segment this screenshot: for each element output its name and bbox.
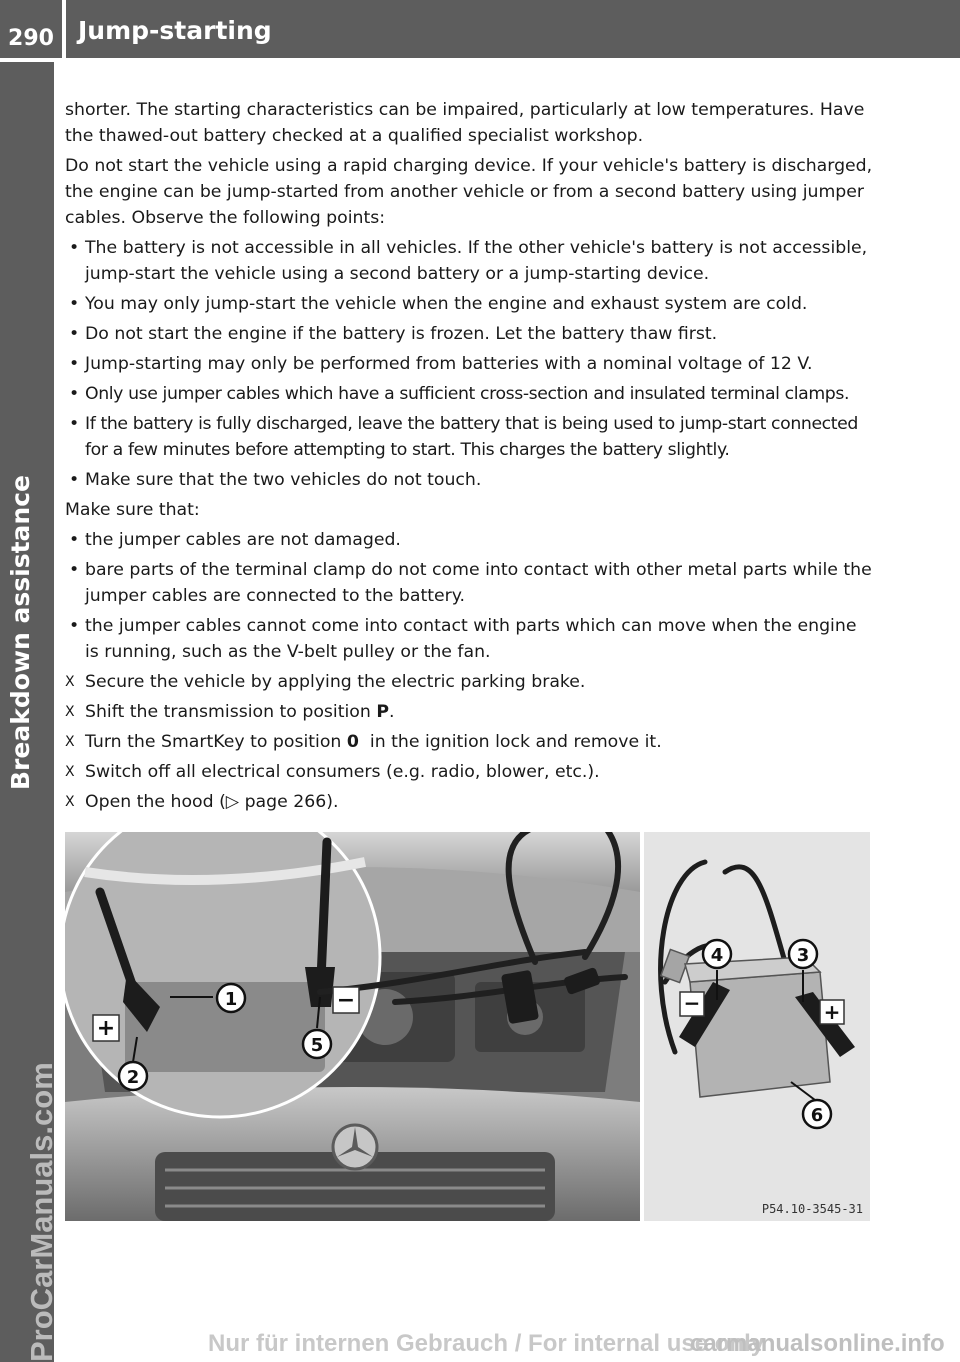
svg-text:5: 5 xyxy=(310,1035,324,1056)
callout-2 xyxy=(119,1062,147,1090)
svg-text:−: − xyxy=(683,991,701,1015)
svg-text:2: 2 xyxy=(126,1067,140,1088)
site-watermark: carmanualsonline.info xyxy=(690,1330,945,1357)
paragraph: Do not start the vehicle using a rapid charging device. If your vehicle's battery is discharged, the engine can be jump-started from another vehicle or from a second battery using jumper cables. Observe the following points: xyxy=(65,156,873,228)
internal-use-notice: Nur für internen Gebrauch / For internal use only xyxy=(208,1330,765,1357)
side-watermark: ProCarManuals.com xyxy=(24,1062,59,1362)
list-item-text: Jump-starting may only be performed from batteries with a nominal voltage of 12 V. xyxy=(85,354,813,374)
make-sure-heading: Make sure that: xyxy=(65,500,200,520)
list-item xyxy=(65,321,873,347)
list-item xyxy=(65,527,873,553)
bullet-icon: • xyxy=(69,560,80,580)
svg-text:3: 3 xyxy=(796,945,810,966)
list-item-text: Make sure that the two vehicles do not touch. xyxy=(85,470,482,490)
terminal-minus-label-left xyxy=(333,987,359,1013)
step-text: in the ignition lock and remove it. xyxy=(358,732,662,752)
list-item-text: the jumper cables are not damaged. xyxy=(85,530,401,550)
points-list xyxy=(65,235,873,493)
step-text: . xyxy=(388,702,395,722)
bullet-icon: • xyxy=(69,384,79,404)
list-item-text: You may only jump-start the vehicle when the engine and exhaust system are cold. xyxy=(85,294,808,314)
bullet-icon: • xyxy=(69,530,80,550)
step-item xyxy=(65,759,873,785)
section-title: Jump-starting xyxy=(78,16,272,45)
svg-text:−: − xyxy=(336,988,356,1013)
svg-text:6: 6 xyxy=(810,1105,824,1126)
list-item-text: The battery is not accessible in all vehicles. If the other vehicle's battery is not accessible, jump-start the vehicle using a second battery or a jump-starting device. xyxy=(85,238,868,284)
list-item xyxy=(65,291,873,317)
svg-text:4: 4 xyxy=(710,945,724,966)
bullet-icon: • xyxy=(69,238,80,258)
step-text: Secure the vehicle by applying the electric parking brake. xyxy=(85,672,586,692)
bullet-icon: • xyxy=(69,414,79,434)
step-text: Turn the SmartKey to position xyxy=(85,732,347,752)
callout-3 xyxy=(789,940,817,968)
svg-text:+: + xyxy=(96,1016,116,1041)
list-item-text: If the battery is fully discharged, leave the battery that is being used to jump-start connected for a few minutes before attempting to start. This charges the battery slightly. xyxy=(85,414,858,460)
bullet-icon: • xyxy=(69,294,80,314)
bullet-icon: • xyxy=(69,324,80,344)
step-arrow-icon: X xyxy=(65,734,75,750)
svg-text:1: 1 xyxy=(224,989,238,1010)
step-list xyxy=(65,669,873,815)
terminal-plus-label-right xyxy=(820,1000,844,1024)
step-item xyxy=(65,699,873,725)
svg-text:+: + xyxy=(823,1000,841,1024)
paragraph: shorter. The starting characteristics can be impaired, particularly at low temperatures. Have the thawed-out battery checked at a qualified specialist workshop. xyxy=(65,100,865,146)
terminal-plus-label-left xyxy=(93,1015,119,1041)
list-item-text: Only use jumper cables which have a sufficient cross-section and insulated terminal clamps. xyxy=(85,384,850,404)
step-item xyxy=(65,729,873,755)
page-number: 290 xyxy=(0,0,62,58)
header-divider xyxy=(62,0,66,60)
key-position: 0 xyxy=(346,732,359,752)
make-sure-list xyxy=(65,527,873,665)
callout-1 xyxy=(217,984,245,1012)
list-item xyxy=(65,467,873,493)
step-item xyxy=(65,789,873,815)
list-item xyxy=(65,613,873,665)
jump-start-illustration xyxy=(65,832,870,1221)
step-text: Switch off all electrical consumers (e.g. radio, blower, etc.). xyxy=(85,762,600,782)
list-item xyxy=(65,351,873,377)
list-item xyxy=(65,235,873,287)
list-item-text: bare parts of the terminal clamp do not come into contact with other metal parts while the jumper cables are connected to the battery. xyxy=(85,560,872,606)
list-item xyxy=(65,411,873,463)
bullet-icon: • xyxy=(69,616,80,636)
callout-6 xyxy=(803,1100,831,1128)
callout-4 xyxy=(703,940,731,968)
page-body xyxy=(65,97,873,819)
step-arrow-icon: X xyxy=(65,704,75,720)
figure-code: P54.10-3545-31 xyxy=(761,1202,863,1216)
list-item-text: Do not start the engine if the battery is frozen. Let the battery thaw first. xyxy=(85,324,718,344)
page-header xyxy=(0,0,960,60)
callout-5 xyxy=(303,1030,331,1058)
step-item xyxy=(65,669,873,695)
terminal-minus-label-right xyxy=(680,991,704,1016)
step-arrow-icon: X xyxy=(65,794,75,810)
bullet-icon: • xyxy=(69,354,80,374)
step-arrow-icon: X xyxy=(65,764,75,780)
list-item xyxy=(65,381,873,407)
step-arrow-icon: X xyxy=(65,674,75,690)
chapter-label: Breakdown assistance xyxy=(6,475,35,790)
gear-position: P xyxy=(376,702,389,722)
step-text: Shift the transmission to position xyxy=(85,702,377,722)
emblem-icon xyxy=(333,1125,377,1169)
list-item xyxy=(65,557,873,609)
page-reference: Open the hood (▷ page 266). xyxy=(85,792,339,812)
bullet-icon: • xyxy=(69,470,80,490)
list-item-text: the jumper cables cannot come into contact with parts which can move when the engine is running, such as the V-belt pulley or the fan. xyxy=(85,616,857,662)
